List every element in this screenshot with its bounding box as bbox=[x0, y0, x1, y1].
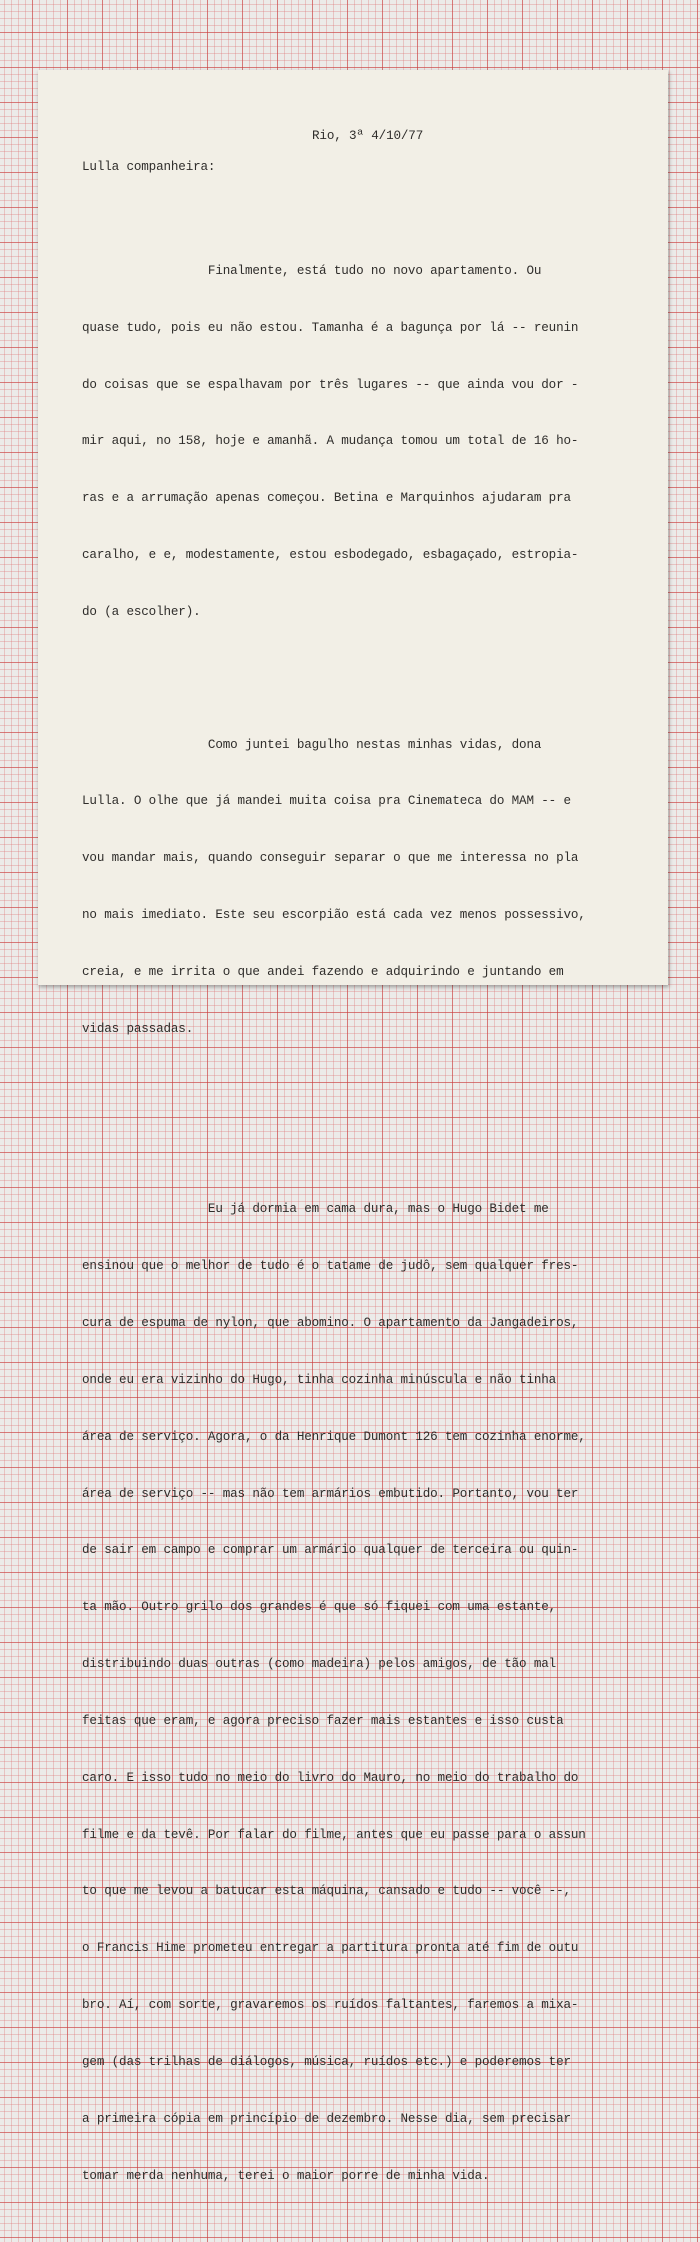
paragraph-2 bbox=[82, 698, 586, 1077]
text-line: área de serviço. Agora, o da Henrique Dumont 126 tem cozinha enorme, bbox=[82, 1429, 586, 1444]
text-line: filme e da tevê. Por falar do filme, antes que eu passe para o assun bbox=[82, 1827, 586, 1842]
text-line: feitas que eram, e agora preciso fazer mais estantes e isso custa bbox=[82, 1713, 564, 1728]
text-line: caralho, e e, modestamente, estou esbodegado, esbagaçado, estropia- bbox=[82, 548, 579, 563]
text-line: Eu já dormia em cama dura, mas o Hugo Bidet me bbox=[82, 1202, 549, 1217]
text-line: ensinou que o melhor de tudo é o tatame de judô, sem qualquer fres- bbox=[82, 1259, 579, 1274]
text-line: distribuindo duas outras (como madeira) pelos amigos, de tão mal bbox=[82, 1657, 557, 1672]
paragraph-gap bbox=[82, 1115, 586, 1125]
text-line: área de serviço -- mas não tem armários embutido. Portanto, vou ter bbox=[82, 1486, 579, 1501]
text-line: to que me levou a batucar esta máquina, cansado e tudo -- você --, bbox=[82, 1884, 571, 1899]
text-line: creia, e me irrita o que andei fazendo e adquirindo e juntando em bbox=[82, 964, 564, 979]
text-line: Como juntei bagulho nestas minhas vidas, dona bbox=[82, 737, 542, 752]
text-line: a primeira cópia em princípio de dezembro. Nesse dia, sem precisar bbox=[82, 2111, 571, 2126]
letter-salutation: Lulla companheira: bbox=[82, 160, 216, 174]
text-line: de sair em campo e comprar um armário qualquer de terceira ou quin- bbox=[82, 1543, 579, 1558]
text-line: onde eu era vizinho do Hugo, tinha cozinha minúscula e não tinha bbox=[82, 1372, 557, 1387]
text-line: bro. Aí, com sorte, gravaremos os ruídos faltantes, faremos a mixa- bbox=[82, 1998, 579, 2013]
text-line: gem (das trilhas de diálogos, música, ruídos etc.) e poderemos ter bbox=[82, 2054, 571, 2069]
paragraph-3 bbox=[82, 1162, 586, 2223]
text-line: o Francis Hime prometeu entregar a partitura pronta até fim de outu bbox=[82, 1941, 579, 1956]
text-line: do (a escolher). bbox=[82, 604, 201, 619]
text-line: Finalmente, está tudo no novo apartamento. Ou bbox=[82, 263, 542, 278]
text-line: do coisas que se espalhavam por três lugares -- que ainda vou dor - bbox=[82, 377, 579, 392]
letter-body bbox=[82, 186, 586, 2242]
text-line: no mais imediato. Este seu escorpião está cada vez menos possessivo, bbox=[82, 908, 586, 923]
text-line: ras e a arrumação apenas começou. Betina e Marquinhos ajudaram pra bbox=[82, 491, 571, 506]
text-line: vou mandar mais, quando conseguir separar o que me interessa no pla bbox=[82, 851, 579, 866]
text-line: mir aqui, no 158, hoje e amanhã. A mudança tomou um total de 16 ho- bbox=[82, 434, 579, 449]
text-line: tomar merda nenhuma, terei o maior porre de minha vida. bbox=[82, 2168, 490, 2183]
text-line: cura de espuma de nylon, que abomino. O apartamento da Jangadeiros, bbox=[82, 1316, 579, 1330]
text-line: quase tudo, pois eu não estou. Tamanha é a bagunça por lá -- reunin bbox=[82, 320, 579, 335]
text-line: ta mão. Outro grilo dos grandes é que só fiquei com uma estante, bbox=[82, 1600, 557, 1615]
text-line: caro. E isso tudo no meio do livro do Mauro, no meio do trabalho do bbox=[82, 1770, 579, 1785]
text-line: vidas passadas. bbox=[82, 1021, 194, 1036]
letter-date: Rio, 3ª 4/10/77 bbox=[312, 129, 424, 143]
text-line: Lulla. O olhe que já mandei muita coisa pra Cinemateca do MAM -- e bbox=[82, 794, 571, 809]
paragraph-1 bbox=[82, 224, 586, 660]
